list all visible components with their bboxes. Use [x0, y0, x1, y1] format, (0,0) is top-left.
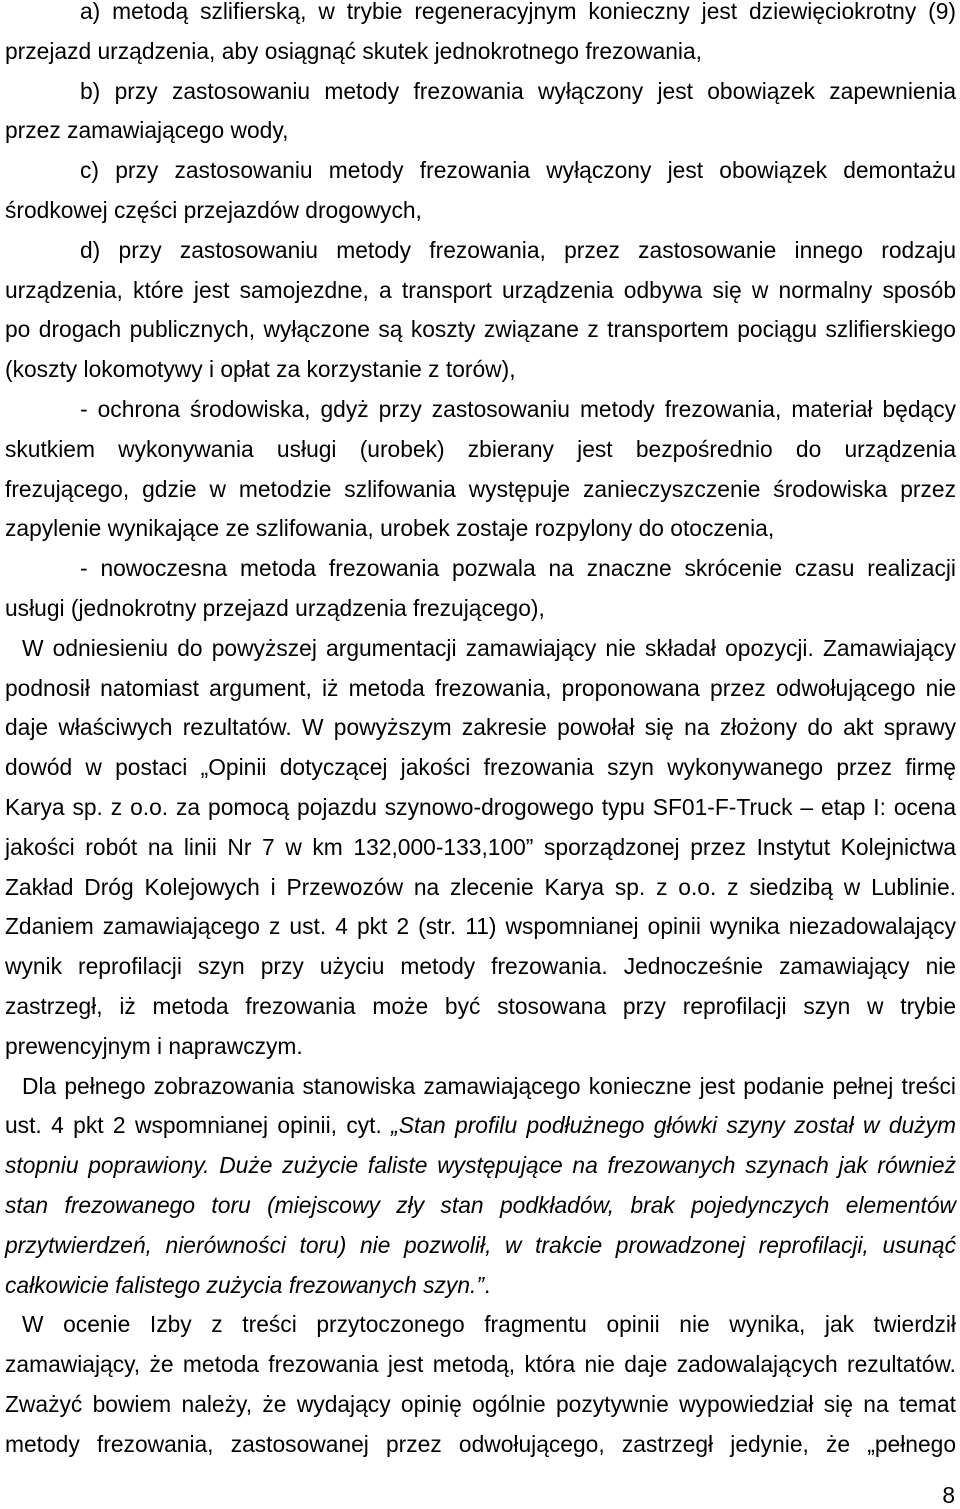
text-line: a) metodą szlifierską, w trybie regeneracyjnym konieczny jest dziewięciokrotny (9) [80, 0, 956, 24]
italic-quote-segment: całkowicie falistego zużycia frezowanych szyn.” [5, 1271, 484, 1298]
text-line: po drogach publicznych, wyłączone są koszty związane z transportem pociągu szlifierskiego [5, 316, 956, 343]
paragraph-point-c [5, 159, 956, 239]
text-line: prewencyjnym i naprawczym. [5, 1032, 303, 1059]
text-line: - ochrona środowiska, gdyż przy zastosowaniu metody frezowania, materiał będący [80, 395, 956, 422]
text-line: podnosił natomiast argument, iż metoda frezowania, proponowana przez odwołującego nie [5, 674, 956, 701]
paragraph-point-b [5, 77, 956, 160]
paragraph-chamber-assessment [5, 1313, 956, 1472]
paragraph-bullet-environment [5, 395, 956, 557]
text-line: środkowej części przejazdów drogowych, [5, 196, 422, 223]
text-line: przejazd urządzenia, aby osiągnąć skutek jednokrotnego frezowania, [5, 37, 702, 64]
italic-quote-line: stopniu poprawiony. Duże zużycie faliste występujące na frezowanych szynach jak również [5, 1152, 956, 1179]
text-line [5, 1271, 956, 1314]
paragraph-bullet-modern-method [5, 557, 956, 637]
text-line: usługi (jednokrotny przejazd urządzenia frezującego), [5, 594, 545, 621]
text-line: frezującego, gdzie w metodzie szlifowania występuje zanieczyszczenie środowiska przez [5, 475, 956, 502]
text-line: W ocenie Izby z treści przytoczonego fragmentu opinii nie wynika, jak twierdził [22, 1311, 956, 1338]
text-line: zamawiający, że metoda frezowania jest metodą, która nie daje zadowalających rezultatów. [5, 1351, 956, 1378]
italic-quote-line: stan frezowanego toru (miejscowy zły stan podkładów, brak pojedynczych elementów [5, 1191, 956, 1218]
document-page [5, 0, 956, 1472]
text-line: (koszty lokomotywy i opłat za korzystanie z torów), [5, 356, 516, 383]
text-line: b) przy zastosowaniu metody frezowania wyłączony jest obowiązek zapewnienia [80, 77, 956, 104]
text-line: Zakład Dróg Kolejowych i Przewozów na zlecenie Karya sp. z o.o. z siedzibą w Lublinie. [5, 873, 956, 900]
text-line: urządzenia, które jest samojezdne, a transport urządzenia odbywa się w normalny sposób [5, 276, 956, 303]
text-line: wynik reprofilacji szyn przy użyciu metody frezowania. Jednocześnie zamawiający nie [5, 953, 956, 980]
text-segment: . [483, 1271, 491, 1298]
text-line: Karya sp. z o.o. za pomocą pojazdu szynowo-drogowego typu SF01-F-Truck – etap I: ocena [5, 793, 956, 820]
paragraph-opinion-reference [5, 634, 956, 1075]
text-line: skutkiem wykonywania usługi (urobek) zbierany jest bezpośrednio do urządzenia [5, 435, 956, 462]
text-line [5, 1114, 956, 1154]
italic-quote-line: przytwierdzeń, nierówności toru) nie pozwolił, w trakcie prowadzonej reprofilacji, usunąć [5, 1231, 956, 1258]
text-line: c) przy zastosowaniu metody frezowania wyłączony jest obowiązek demontażu [80, 157, 956, 184]
text-line: Dla pełnego zobrazowania stanowiska zamawiającego konieczne jest podanie pełnej treści [22, 1072, 956, 1099]
text-line: przez zamawiającego wody, [5, 117, 289, 144]
text-line: metody frezowania, zastosowanej przez odwołującego, zastrzegł jedynie, że „pełnego [5, 1430, 956, 1457]
paragraph-point-d [5, 236, 956, 398]
text-segment: ust. 4 pkt 2 wspomnianej opinii, cyt. [5, 1112, 392, 1139]
text-line: daje właściwych rezultatów. W powyższym zakresie powołał się na złożony do akt sprawy [5, 714, 956, 741]
paragraph-opinion-quote [5, 1072, 956, 1314]
text-line: Zważyć bowiem należy, że wydający opinię ogólnie pozytywnie wypowiedział się na temat [5, 1390, 956, 1417]
text-line: d) przy zastosowaniu metody frezowania, przez zastosowanie innego rodzaju [80, 236, 956, 263]
text-line: dowód w postaci „Opinii dotyczącej jakości frezowania szyn wykonywanego przez firmę [5, 754, 956, 781]
text-line: W odniesieniu do powyższej argumentacji zamawiający nie składał opozycji. Zamawiający [22, 634, 956, 661]
paragraph-point-a [5, 0, 956, 80]
text-line: jakości robót na linii Nr 7 w km 132,000-133,100” sporządzonej przez Instytut Kolejnictwa [5, 833, 956, 860]
page-number: 8 [942, 1482, 955, 1508]
text-line: - nowoczesna metoda frezowania pozwala na znaczne skrócenie czasu realizacji [80, 555, 956, 582]
text-line: Zdaniem zamawiającego z ust. 4 pkt 2 (str. 11) wspomnianej opinii wynika niezadowalający [5, 913, 956, 940]
text-line: zapylenie wynikające ze szlifowania, urobek zostaje rozpylony do otoczenia, [5, 515, 775, 542]
text-line: zastrzegł, iż metoda frezowania może być stosowana przy reprofilacji szyn w trybie [5, 992, 956, 1019]
italic-quote-segment: „Stan profilu podłużnego główki szyny został w dużym [391, 1112, 956, 1139]
